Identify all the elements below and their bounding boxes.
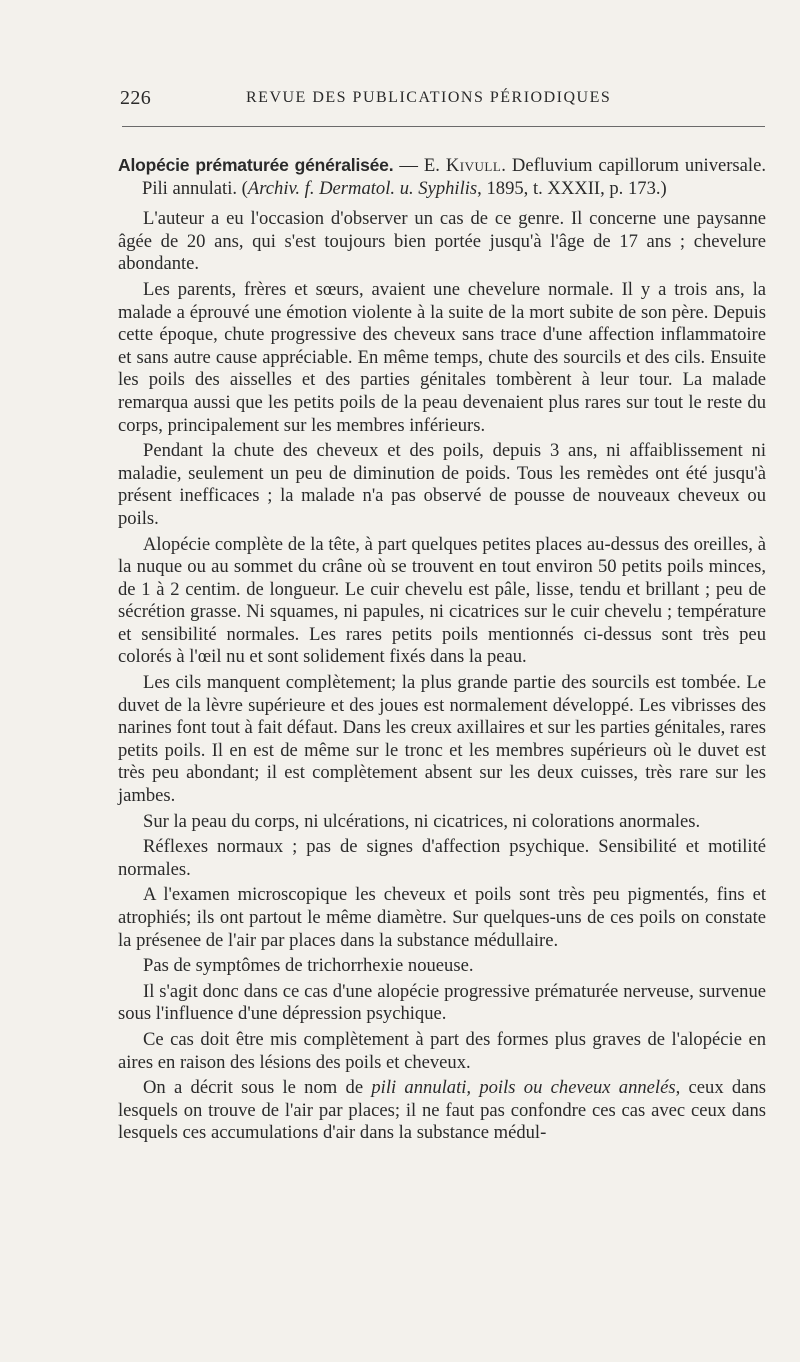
article-title bbox=[118, 154, 766, 200]
last-paragraph bbox=[118, 1077, 766, 1145]
paragraph: Les parents, frères et sœurs, avaient une chevelure normale. Il y a trois ans, la malade a éprouvé une émotion violente à la suite de la mort subite de son père. Depuis cette époque, chute progressive des cheveux sans trace d'une affection inflammatoire et sans autre cause appréciable. En même temps, chute des sourcils et des cils. Ensuite les poils des aisselles et des parties génitales tombèrent à leur tour. La malade remarqua aussi que les petits poils de la peau devenaient plus rares sur tout le reste du corps, principalement sur les membres inférieurs. bbox=[118, 278, 766, 436]
title-dash: — E. bbox=[393, 155, 446, 176]
journal-name: Archiv. f. Dermatol. u. Syphilis bbox=[247, 177, 478, 199]
paragraph: Il s'agit donc dans ce cas d'une alopécie progressive prématurée nerveuse, survenue sous l'influence d'une dépression psychique. bbox=[118, 980, 766, 1025]
page-header bbox=[120, 87, 765, 117]
paragraph: Réflexes normaux ; pas de signes d'affection psychique. Sensibilité et motilité normales. bbox=[118, 836, 766, 880]
title-rest-2: , 1895, t. XXXII, p. 173.) bbox=[477, 177, 667, 199]
last-paragraph-italic: pili annulati, poils ou cheveux annelés bbox=[371, 1077, 676, 1099]
paragraph: Alopécie complète de la tête, à part quelques petites places au-dessus des oreilles, à la nuque ou au sommet du crâne où se trouvent en tout environ 50 petits poils minces, de 1 à 2 centim. de longueur. Le cuir chevelu est pâle, lisse, tendu et brillant ; peu de sécrétion grasse. Ni squames, ni papules, ni cicatrices sur le cuir chevelu ; température et sensibilité normales. Les rares petits poils mentionnés ci-dessus sont très peu colorés à l'œil nu et sont solidement fixés dans la peau. bbox=[118, 533, 766, 668]
title-rest-1: . Defluvium capillorum universale. Pili annulati. ( bbox=[142, 155, 766, 199]
last-paragraph-end: , ceux dans lesquels on trouve de l'air par places; il ne faut pas confondre ces cas avec ceux dans lesquels ces accumulations d'air dans la substance médul- bbox=[118, 1077, 766, 1144]
running-title: REVUE DES PUBLICATIONS PÉRIODIQUES bbox=[246, 89, 612, 106]
paragraph: Pendant la chute des cheveux et des poils, depuis 3 ans, ni affaiblissement ni maladie, seulement un peu de diminution de poids. Tous les remèdes ont été jusqu'à présent inefficaces ; la malade n'a pas observé de pousse de nouveaux cheveux ou poils. bbox=[118, 440, 766, 529]
paragraph: Sur la peau du corps, ni ulcérations, ni cicatrices, ni colorations anormales. bbox=[143, 810, 701, 832]
article-body bbox=[118, 154, 766, 1148]
paragraph: Ce cas doit être mis complètement à part des formes plus graves de l'alopécie en aires en raison des lésions des poils et cheveux. bbox=[118, 1028, 766, 1073]
title-bold: Alopécie prématurée généralisée. bbox=[118, 155, 394, 175]
paragraph: A l'examen microscopique les cheveux et poils sont très peu pigmentés, fins et atrophiés; ils ont partout le même diamètre. Sur quelques-uns de ces poils on constate la présenee de l'air par places dans la substance médullaire. bbox=[118, 884, 766, 951]
author-name: Kivull bbox=[445, 155, 502, 176]
last-paragraph-start: On a décrit sous le nom de bbox=[143, 1077, 372, 1099]
paragraph: Les cils manquent complètement; la plus grande partie des sourcils est tombée. Le duvet de la lèvre supérieure et des joues est normalement développé. Les vibrisses des narines font tout à fait défaut. Dans les creux axillaires et sur les parties génitales, rares petits poils. Il en est de même sur le tronc et les membres supérieurs où le duvet est très peu abondant; il est complètement absent sur les deux cuisses, très rare sur les jambes. bbox=[118, 672, 766, 807]
paragraph: Pas de symptômes de trichorrhexie noueuse. bbox=[143, 955, 474, 977]
page-number: 226 bbox=[120, 87, 152, 109]
paragraph: L'auteur a eu l'occasion d'observer un cas de ce genre. Il concerne une paysanne âgée de 20 ans, qui s'est toujours bien portée jusqu'à l'âge de 17 ans ; chevelure abondante. bbox=[118, 208, 766, 275]
header-rule bbox=[122, 126, 765, 127]
